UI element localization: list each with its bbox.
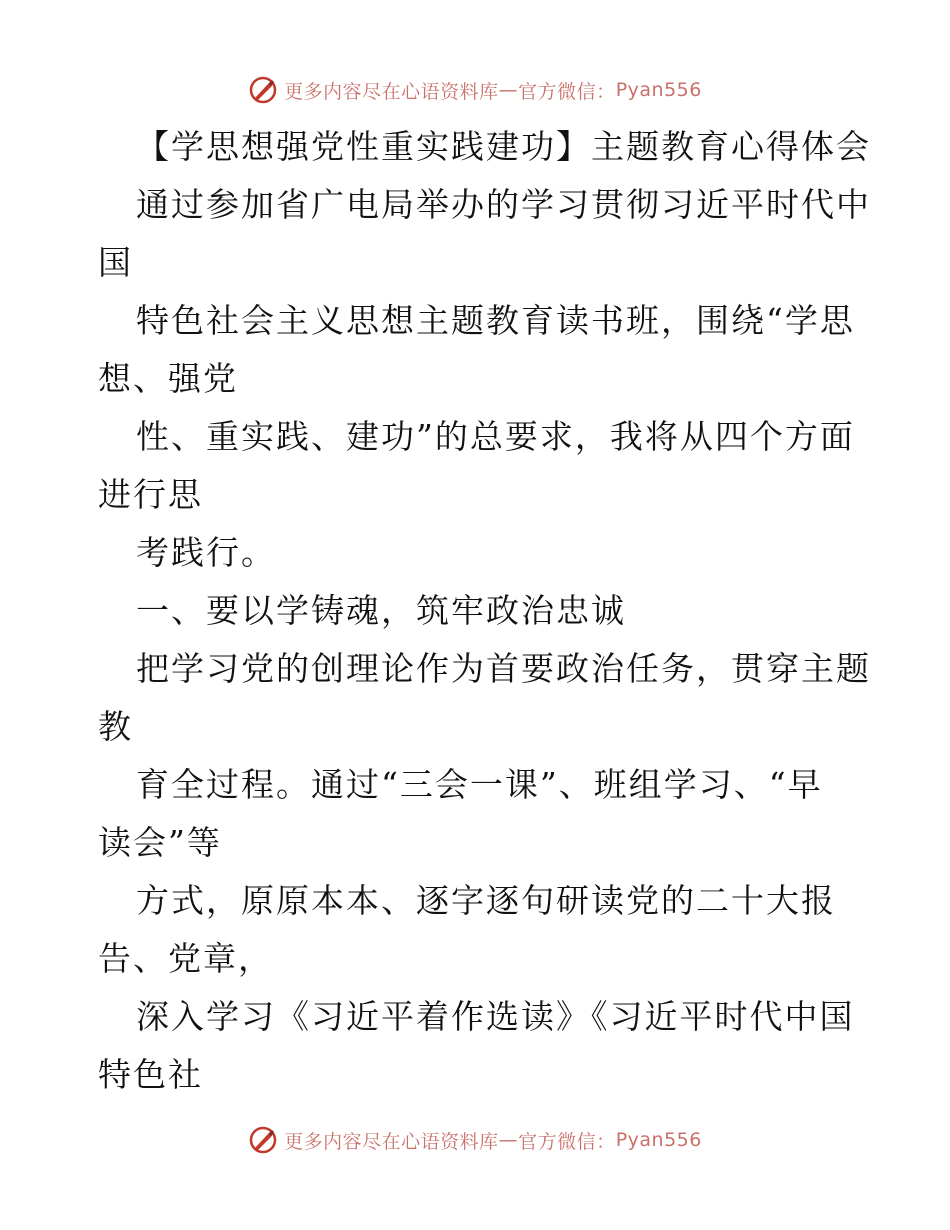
text-line: 特色社会主义思想主题教育读书班，围绕“学思: [136, 301, 855, 340]
text-line: 告、党章，: [98, 939, 273, 978]
text-line: 把学习党的创理论作为首要政治任务，贯穿主题: [136, 649, 871, 688]
pen-logo-icon: [248, 75, 278, 105]
section-heading: 一、要以学铸魂，筑牢政治忠诚: [136, 591, 626, 630]
pen-logo-icon: [248, 1125, 278, 1155]
text-line: 深入学习《习近平着作选读》《习近平时代中国: [136, 997, 855, 1036]
text-line: 教: [98, 707, 133, 746]
text-line: 通过参加省广电局举办的学习贯彻习近平时代中: [136, 185, 871, 224]
header-wechat-id: Pyan556: [615, 79, 702, 101]
footer-watermark: [0, 1120, 950, 1160]
header-wechat-label: 官方微信：: [518, 80, 616, 103]
text-line: 性、重实践、建功”的总要求，我将从四个方面: [136, 417, 855, 456]
footer-site-text: 更多内容尽在心语资料库: [284, 1130, 499, 1153]
header-watermark: [0, 70, 950, 110]
header-separator: —: [498, 79, 519, 101]
text-line: 读会”等: [98, 823, 222, 862]
header-site-text: 更多内容尽在心语资料库: [284, 80, 499, 103]
footer-wechat-id: Pyan556: [615, 1129, 702, 1151]
text-line: 特色社: [98, 1055, 203, 1094]
text-line: 方式，原原本本、逐字逐句研读党的二十大报: [136, 881, 836, 920]
document-title: 【学思想强党性重实践建功】主题教育心得体会: [136, 127, 871, 166]
text-line: 国: [98, 243, 133, 282]
footer-separator: —: [498, 1129, 519, 1151]
footer-wechat-label: 官方微信：: [518, 1130, 616, 1153]
text-line: 考践行。: [136, 533, 276, 572]
text-line: 育全过程。通过“三会一课”、班组学习、“早: [136, 765, 823, 804]
text-line: 进行思: [98, 475, 203, 514]
text-line: 想、强党: [98, 359, 238, 398]
